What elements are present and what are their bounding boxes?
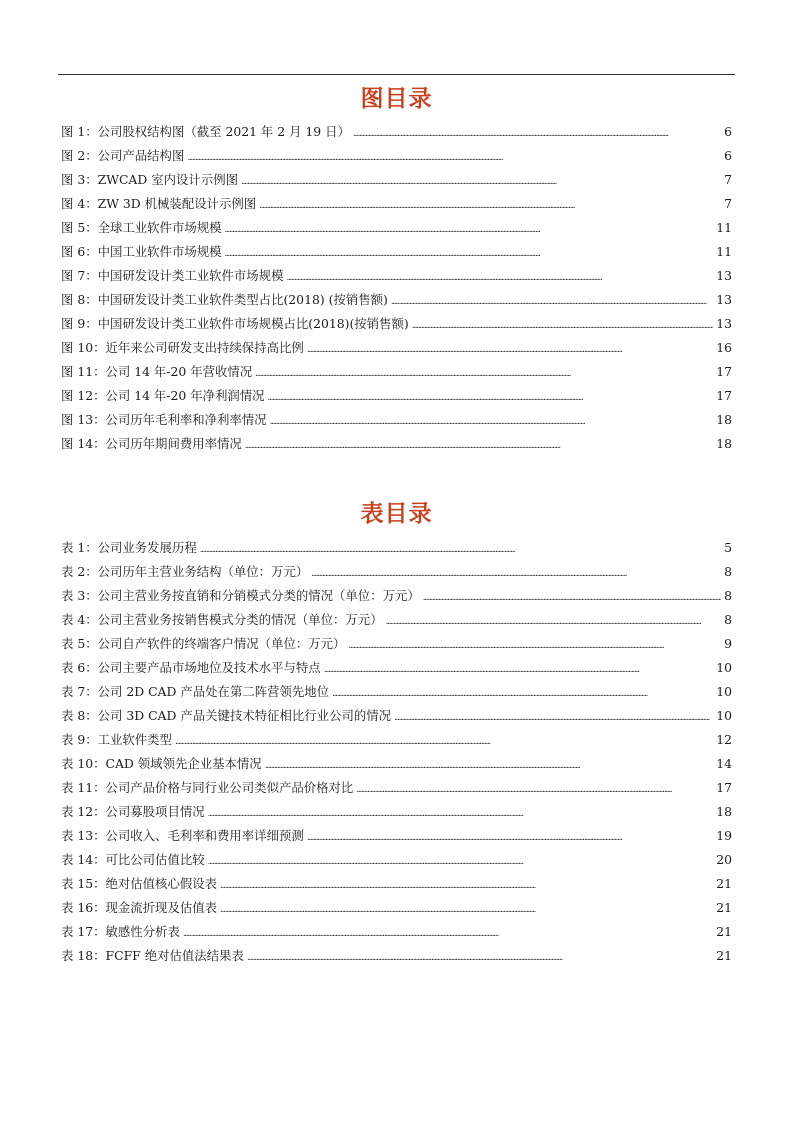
table-entry-label: 表 15：绝对估值核心假设表 <box>61 876 218 891</box>
table-entry-page-number: 9 <box>724 636 732 651</box>
table-entry-label: 表 10：CAD 领域领先企业基本情况 <box>61 756 262 771</box>
dot-leader <box>259 192 721 218</box>
table-entry-page-number: 20 <box>716 852 732 867</box>
table-entry[interactable] <box>61 800 732 824</box>
table-entry[interactable] <box>61 872 732 896</box>
dot-leader <box>255 360 713 386</box>
figure-entry-label: 图 11：公司 14 年-20 年营收情况 <box>61 364 253 379</box>
figure-entry[interactable] <box>61 432 732 456</box>
table-entry-page-number: 5 <box>724 540 732 555</box>
figure-entry-page-number: 18 <box>716 412 732 427</box>
tables-toc-list <box>61 536 732 968</box>
dot-leader <box>307 824 713 850</box>
table-entry-label: 表 9：工业软件类型 <box>61 732 172 747</box>
figures-toc-title: 图目录 <box>360 86 433 112</box>
figure-entry[interactable] <box>61 168 732 192</box>
figure-entry[interactable] <box>61 360 732 384</box>
dot-leader <box>241 168 721 194</box>
figure-entry-page-number: 6 <box>724 124 732 139</box>
table-entry-label: 表 8：公司 3D CAD 产品关键技术特征相比行业公司的情况 <box>61 708 392 723</box>
figure-entry-label: 图 10：近年来公司研发支出持续保持高比例 <box>61 340 304 355</box>
dot-leader <box>220 896 713 922</box>
figure-entry[interactable] <box>61 312 732 336</box>
figure-entry[interactable] <box>61 216 732 240</box>
figure-entry-label: 图 2：公司产品结构图 <box>61 148 185 163</box>
figure-entry-page-number: 7 <box>724 196 732 211</box>
header-rule <box>58 74 735 75</box>
figure-entry-label: 图 6：中国工业软件市场规模 <box>61 244 222 259</box>
dot-leader <box>356 776 713 802</box>
figure-entry-page-number: 18 <box>716 436 732 451</box>
table-entry-label: 表 5：公司自产软件的终端客户情况（单位：万元） <box>61 636 346 651</box>
figure-entry-label: 图 9：中国研发设计类工业软件市场规模占比(2018)(按销售额) <box>61 316 409 331</box>
table-entry[interactable] <box>61 896 732 920</box>
table-entry-label: 表 4：公司主营业务按销售模式分类的情况（单位：万元） <box>61 612 383 627</box>
dot-leader <box>225 216 714 242</box>
table-entry[interactable] <box>61 944 732 968</box>
figure-entry[interactable] <box>61 264 732 288</box>
dot-leader <box>286 264 713 290</box>
dot-leader <box>270 408 714 434</box>
table-entry[interactable] <box>61 608 732 632</box>
table-entry[interactable] <box>61 728 732 752</box>
table-entry[interactable] <box>61 824 732 848</box>
table-entry-label: 表 13：公司收入、毛利率和费用率详细预测 <box>61 828 304 843</box>
dot-leader <box>208 848 714 874</box>
figure-entry-label: 图 3：ZWCAD 室内设计示例图 <box>61 172 238 187</box>
table-entry-page-number: 14 <box>716 756 732 771</box>
dot-leader <box>311 560 721 586</box>
dot-leader <box>307 336 713 362</box>
dot-leader <box>348 632 721 658</box>
figure-entry[interactable] <box>61 384 732 408</box>
table-entry-label: 表 16：现金流折现及估值表 <box>61 900 218 915</box>
table-entry[interactable] <box>61 920 732 944</box>
table-entry-page-number: 21 <box>716 876 732 891</box>
table-entry-page-number: 21 <box>716 900 732 915</box>
table-entry[interactable] <box>61 536 732 560</box>
figure-entry-page-number: 13 <box>716 292 732 307</box>
table-entry-label: 表 6：公司主要产品市场地位及技术水平与特点 <box>61 660 321 675</box>
table-entry-label: 表 7：公司 2D CAD 产品处在第二阵营领先地位 <box>61 684 330 699</box>
figure-entry-page-number: 17 <box>716 364 732 379</box>
dot-leader <box>225 240 714 266</box>
figure-entry-label: 图 7：中国研发设计类工业软件市场规模 <box>61 268 284 283</box>
dot-leader <box>245 432 713 458</box>
figure-entry-label: 图 12：公司 14 年-20 年净利润情况 <box>61 388 265 403</box>
table-entry-label: 表 14：可比公司估值比较 <box>61 852 205 867</box>
dot-leader <box>265 752 714 778</box>
dot-leader <box>187 144 721 170</box>
figure-entry-page-number: 11 <box>716 244 732 259</box>
table-entry-label: 表 2：公司历年主营业务结构（单位：万元） <box>61 564 309 579</box>
table-entry-page-number: 21 <box>716 924 732 939</box>
dot-leader <box>412 312 714 338</box>
figure-entry-page-number: 17 <box>716 388 732 403</box>
table-entry[interactable] <box>61 632 732 656</box>
figure-entry-page-number: 6 <box>724 148 732 163</box>
table-entry-page-number: 12 <box>716 732 732 747</box>
figures-toc-list <box>61 120 732 456</box>
table-entry-page-number: 17 <box>716 780 732 795</box>
figure-entry-page-number: 13 <box>716 268 732 283</box>
figure-entry-label: 图 5：全球工业软件市场规模 <box>61 220 222 235</box>
figure-entry-page-number: 13 <box>716 316 732 331</box>
tables-toc-title: 表目录 <box>360 501 433 527</box>
dot-leader <box>208 800 714 826</box>
table-entry-page-number: 18 <box>716 804 732 819</box>
dot-leader <box>247 944 713 970</box>
figure-entry[interactable] <box>61 408 732 432</box>
table-entry[interactable] <box>61 656 732 680</box>
figure-entry[interactable] <box>61 120 732 144</box>
dot-leader <box>332 680 713 706</box>
table-entry-page-number: 10 <box>716 684 732 699</box>
figure-entry-page-number: 16 <box>716 340 732 355</box>
table-entry-label: 表 12：公司募股项目情况 <box>61 804 205 819</box>
figure-entry-page-number: 7 <box>724 172 732 187</box>
table-entry-label: 表 3：公司主营业务按直销和分销模式分类的情况（单位：万元） <box>61 588 420 603</box>
table-entry[interactable] <box>61 704 732 728</box>
dot-leader <box>423 584 721 610</box>
table-entry-page-number: 10 <box>716 660 732 675</box>
table-entry-page-number: 8 <box>724 588 732 603</box>
dot-leader <box>386 608 722 634</box>
figure-entry-label: 图 13：公司历年毛利率和净利率情况 <box>61 412 267 427</box>
table-entry[interactable] <box>61 776 732 800</box>
table-entry[interactable] <box>61 848 732 872</box>
table-entry-label: 表 11：公司产品价格与同行业公司类似产品价格对比 <box>61 780 354 795</box>
figure-entry-page-number: 11 <box>716 220 732 235</box>
table-entry[interactable] <box>61 752 732 776</box>
table-entry-label: 表 17：敏感性分析表 <box>61 924 180 939</box>
figure-entry[interactable] <box>61 144 732 168</box>
figure-entry-label: 图 14：公司历年期间费用率情况 <box>61 436 242 451</box>
figure-entry-label: 图 1：公司股权结构图（截至 2021 年 2 月 19 日） <box>61 124 350 139</box>
dot-leader <box>200 536 721 562</box>
figure-entry-label: 图 4：ZW 3D 机械装配设计示例图 <box>61 196 257 211</box>
table-entry-label: 表 1：公司业务发展历程 <box>61 540 197 555</box>
dot-leader <box>183 920 713 946</box>
dot-leader <box>394 704 713 730</box>
figure-entry[interactable] <box>61 240 732 264</box>
dot-leader <box>324 656 714 682</box>
figure-entry[interactable] <box>61 336 732 360</box>
table-entry[interactable] <box>61 680 732 704</box>
table-entry[interactable] <box>61 560 732 584</box>
dot-leader <box>175 728 713 754</box>
dot-leader <box>268 384 714 410</box>
figure-entry[interactable] <box>61 192 732 216</box>
table-entry-page-number: 19 <box>716 828 732 843</box>
table-entry-page-number: 8 <box>724 612 732 627</box>
table-entry-page-number: 21 <box>716 948 732 963</box>
table-entry-page-number: 8 <box>724 564 732 579</box>
figure-entry-label: 图 8：中国研发设计类工业软件类型占比(2018) (按销售额) <box>61 292 388 307</box>
table-entry-page-number: 10 <box>716 708 732 723</box>
table-entry-label: 表 18：FCFF 绝对估值法结果表 <box>61 948 244 963</box>
dot-leader <box>391 288 713 314</box>
dot-leader <box>220 872 713 898</box>
dot-leader <box>353 120 721 146</box>
figure-entry[interactable] <box>61 288 732 312</box>
table-entry[interactable] <box>61 584 732 608</box>
